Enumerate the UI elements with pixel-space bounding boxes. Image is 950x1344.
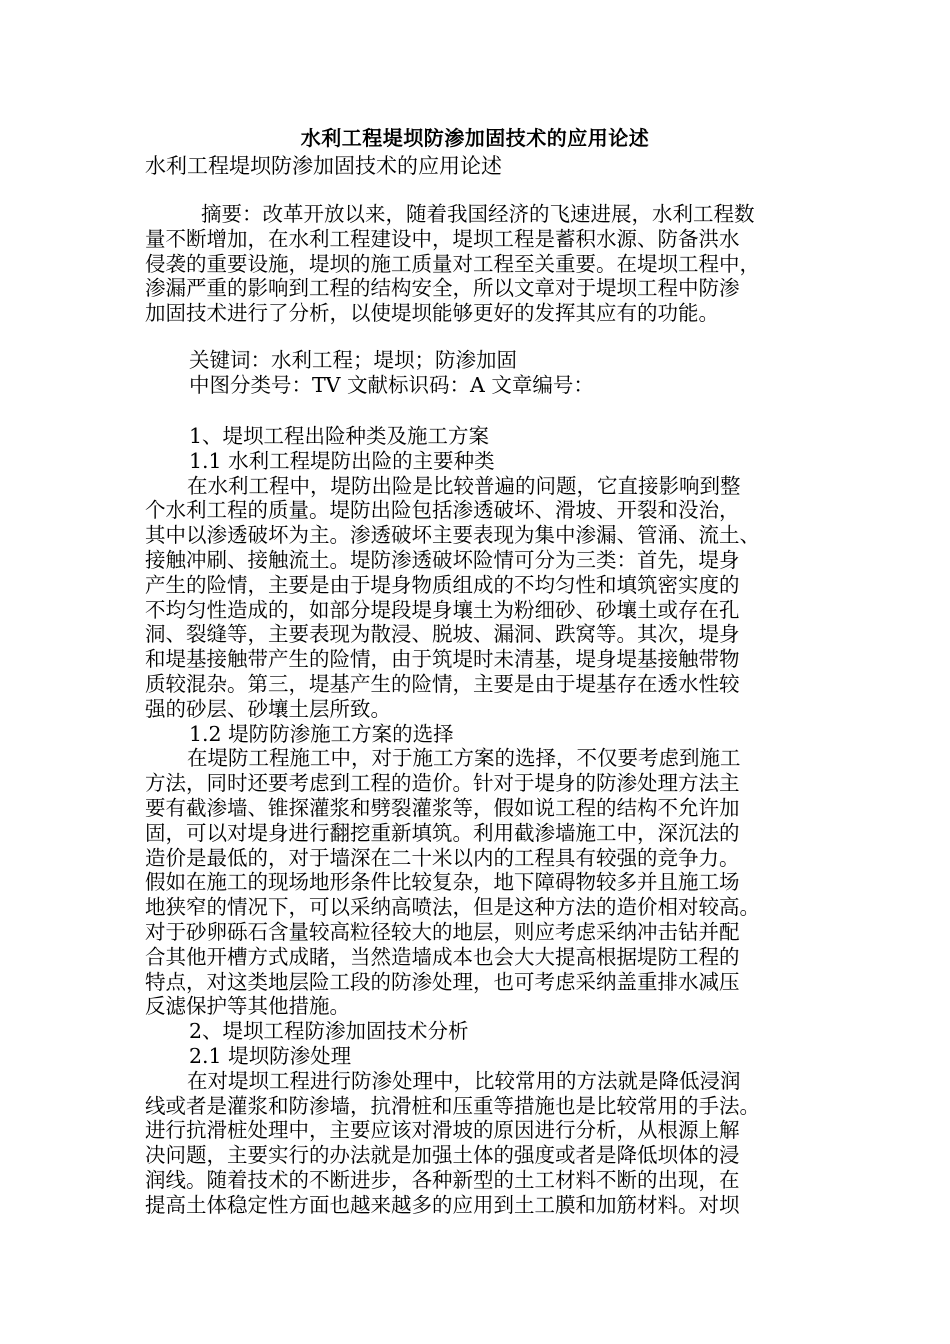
paragraph-line: 接触冲刷、接触流土。堤防渗透破坏险情可分为三类：首先，堤身 (145, 547, 740, 572)
paragraph-line: 合其他开槽方式成睹，当然造墙成本也会大大提高根据堤防工程的 (145, 944, 740, 969)
paragraph-line: 强的砂层、砂壤土层所致。 (145, 696, 391, 721)
paragraph-line: 产生的险情，主要是由于堤身物质组成的不均匀性和填筑密实度的 (145, 572, 740, 597)
paragraph-line: 固，可以对堤身进行翻挖重新填筑。利用截渗墙施工中，深沉法的 (145, 820, 740, 845)
paragraph-line: 反滤保护等其他措施。 (145, 994, 350, 1019)
paragraph-line: 对于砂卵砾石含量较高粒径较大的地层，则应考虑采纳冲击钻并配 (145, 919, 740, 944)
abstract-line: 侵袭的重要设施，堤坝的施工质量对工程至关重要。在堤坝工程中， (145, 251, 760, 276)
paragraph-line: 造价是最低的，对于墙深在二十米以内的工程具有较强的竞争力。 (145, 845, 740, 870)
section-heading: 1、堤坝工程出险种类及施工方案 (189, 424, 490, 448)
paragraph-line: 其中以渗透破坏为主。渗透破坏主要表现为集中渗漏、管涌、流土、 (145, 523, 760, 548)
subsection-heading: 1.1 水利工程堤防出险的主要种类 (189, 448, 495, 473)
section-heading: 2、堤坝工程防渗加固技术分析 (189, 1019, 469, 1044)
paragraph-line: 地狭窄的情况下，可以采纳高喷法，但是这种方法的造价相对较高。 (145, 895, 760, 920)
paragraph-line: 决问题，主要实行的办法就是加强土体的强度或者是降低坝体的浸 (145, 1143, 740, 1168)
paragraph-line: 和堤基接触带产生的险情，由于筑堤时未清基，堤身堤基接触带物 (145, 647, 740, 672)
abstract-section (145, 202, 815, 326)
paragraph-line: 进行抗滑桩处理中，主要应该对滑坡的原因进行分析，从根源上解 (145, 1118, 740, 1143)
abstract-line: 加固技术进行了分析，以使堤坝能够更好的发挥其应有的功能。 (145, 301, 719, 326)
subsection-heading: 2.1 堤坝防渗处理 (189, 1043, 352, 1068)
paragraph-line: 线或者是灌浆和防渗墙，抗滑桩和压重等措施也是比较常用的手法。 (145, 1093, 760, 1118)
paragraph-line: 假如在施工的现场地形条件比较复杂，地下障碍物较多并且施工场 (145, 870, 740, 895)
paragraph-line: 方法，同时还要考虑到工程的造价。针对于堤身的防渗处理方法主 (145, 771, 740, 796)
keywords-line: 关键词：水利工程；堤坝；防渗加固 (189, 348, 517, 372)
subsection-heading: 1.2 堤防防渗施工方案的选择 (189, 721, 454, 746)
body-section (145, 424, 815, 1218)
paragraph-line: 质较混杂。第三，堤基产生的险情，主要是由于堤基存在透水性较 (145, 671, 740, 696)
paragraph-line: 要有截渗墙、锥探灌浆和劈裂灌浆等，假如说工程的结构不允许加 (145, 795, 740, 820)
document-subtitle: 水利工程堤坝防渗加固技术的应用论述 (145, 154, 502, 178)
paragraph-line: 个水利工程的质量。堤防出险包括渗透破坏、滑坡、开裂和没治， (145, 498, 740, 523)
paragraph-line: 在堤防工程施工中，对于施工方案的选择，不仅要考虑到施工 (187, 746, 741, 771)
paragraph-line: 提高土体稳定性方面也越来越多的应用到土工膜和加筋材料。对坝 (145, 1192, 740, 1217)
paragraph-line: 洞、裂缝等，主要表现为散浸、脱坡、漏洞、跌窝等。其次，堤身 (145, 622, 740, 647)
paragraph-line: 在对堤坝工程进行防渗处理中，比较常用的方法就是降低浸润 (187, 1068, 741, 1093)
abstract-line: 渗漏严重的影响到工程的结构安全，所以文章对于堤坝工程中防渗 (145, 276, 740, 301)
classification-line: 中图分类号：TV 文献标识码：A 文章编号： (189, 372, 594, 397)
paragraph-line: 在水利工程中，堤防出险是比较普遍的问题，它直接影响到整 (187, 473, 741, 498)
abstract-line: 摘要：改革开放以来，随着我国经济的飞速进展，水利工程数 (201, 202, 755, 226)
meta-section (145, 348, 815, 398)
paragraph-line: 特点，对这类地层险工段的防渗处理，也可考虑采纳盖重排水减压 (145, 969, 740, 994)
document-title: 水利工程堤坝防渗加固技术的应用论述 (300, 126, 650, 150)
paragraph-line: 不均匀性造成的，如部分堤段堤身壤土为粉细砂、砂壤土或存在孔 (145, 597, 740, 622)
paragraph-line: 润线。随着技术的不断进步，各种新型的土工材料不断的出现，在 (145, 1167, 740, 1192)
abstract-line: 量不断增加，在水利工程建设中，堤坝工程是蓄积水源、防备洪水 (145, 226, 740, 251)
